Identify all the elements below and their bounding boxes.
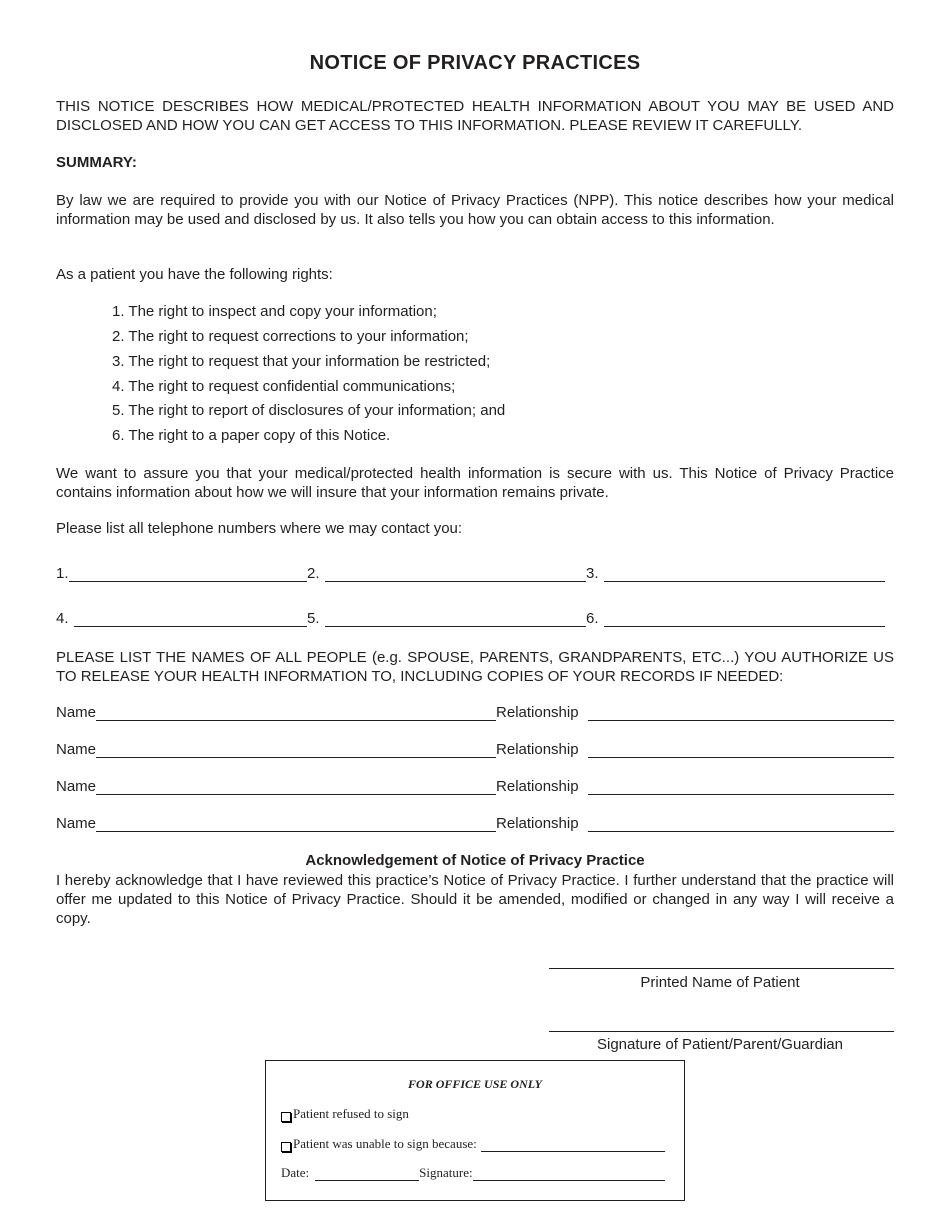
- name-label: Name: [56, 815, 97, 832]
- phone-input[interactable]: [74, 612, 307, 627]
- name-input[interactable]: [96, 817, 496, 832]
- phone-field-3[interactable]: [586, 565, 885, 582]
- date-label: Date:: [281, 1165, 310, 1180]
- relationship-input[interactable]: [588, 780, 894, 795]
- printed-name-line[interactable]: [549, 968, 894, 969]
- office-use-box: [265, 1060, 685, 1201]
- right-item: 2. The right to request corrections to your information;: [112, 328, 469, 345]
- summary-heading: SUMMARY:: [56, 154, 137, 171]
- right-item: 1. The right to inspect and copy your information;: [112, 303, 437, 320]
- refused-label: Patient refused to sign: [293, 1106, 409, 1121]
- printed-name-label: Printed Name of Patient: [640, 974, 800, 991]
- phone-label: 2.: [307, 565, 320, 582]
- unable-reason-input[interactable]: [481, 1139, 665, 1152]
- phone-input[interactable]: [69, 567, 307, 582]
- phone-prompt: Please list all telephone numbers where we may contact you:: [56, 520, 463, 537]
- authorized-person-row: [56, 815, 894, 832]
- right-item: 5. The right to report of disclosures of your information; and: [112, 402, 506, 419]
- acknowledgement-text: I hereby acknowledge that I have reviewed this practice’s Notice of Privacy Practice. I further understand that the practice will offer me updated to this Notice of Privacy Practice. Should it be amended, modified or changed in any way I will receive a copy.: [56, 872, 894, 927]
- phone-label: 4.: [56, 610, 69, 627]
- release-prompt: PLEASE LIST THE NAMES OF ALL PEOPLE (e.g. SPOUSE, PARENTS, GRANDPARENTS, ETC...) YOU AUTHORIZE US TO RELEASE YOUR HEALTH INFORMATION TO, INCLUDING COPIES OF YOUR RECORDS IF NEEDED:: [56, 649, 894, 685]
- office-use-title: FOR OFFICE USE ONLY: [408, 1077, 542, 1091]
- phone-field-2[interactable]: [307, 565, 586, 582]
- refused-checkbox[interactable]: [281, 1112, 291, 1122]
- name-label: Name: [56, 704, 97, 721]
- office-signature-input[interactable]: [473, 1168, 665, 1181]
- unable-checkbox[interactable]: [281, 1142, 291, 1152]
- assurance-text: We want to assure you that your medical/protected health information is secure with us. This Notice of Privacy Practice contains information about how we will insure that your information remains private.: [56, 465, 894, 501]
- phone-label: 5.: [307, 610, 320, 627]
- signature-label: Signature of Patient/Parent/Guardian: [597, 1036, 843, 1053]
- authorized-person-row: [56, 778, 894, 795]
- signature-line[interactable]: [549, 1031, 894, 1032]
- office-signature-label: Signature:: [419, 1165, 473, 1180]
- relationship-label: Relationship: [496, 815, 579, 832]
- right-item: 3. The right to request that your information be restricted;: [112, 353, 491, 370]
- name-input[interactable]: [96, 743, 496, 758]
- intro-text: THIS NOTICE DESCRIBES HOW MEDICAL/PROTECTED HEALTH INFORMATION ABOUT YOU MAY BE USED AND DISCLOSED AND HOW YOU CAN GET ACCESS TO THIS INFORMATION. PLEASE REVIEW IT CAREFULLY.: [56, 98, 894, 134]
- phone-input[interactable]: [604, 567, 885, 582]
- phone-label: 6.: [586, 610, 599, 627]
- authorized-person-row: [56, 741, 894, 758]
- right-item: 6. The right to a paper copy of this Notice.: [112, 427, 391, 444]
- phone-field-5[interactable]: [307, 610, 586, 627]
- relationship-input[interactable]: [588, 706, 894, 721]
- phone-field-1[interactable]: [56, 565, 307, 582]
- phone-input[interactable]: [325, 612, 586, 627]
- acknowledgement-heading: Acknowledgement of Notice of Privacy Practice: [305, 852, 645, 869]
- page-title: NOTICE OF PRIVACY PRACTICES: [309, 52, 641, 74]
- authorized-person-row: [56, 704, 894, 721]
- phone-field-4[interactable]: [56, 610, 307, 627]
- phone-label: 1.: [56, 565, 69, 582]
- relationship-input[interactable]: [588, 817, 894, 832]
- relationship-input[interactable]: [588, 743, 894, 758]
- relationship-label: Relationship: [496, 704, 579, 721]
- phone-input[interactable]: [325, 567, 586, 582]
- right-item: 4. The right to request confidential communications;: [112, 378, 456, 395]
- rights-intro: As a patient you have the following rights:: [56, 266, 333, 283]
- name-input[interactable]: [96, 780, 496, 795]
- phone-label: 3.: [586, 565, 599, 582]
- relationship-label: Relationship: [496, 778, 579, 795]
- phone-field-6[interactable]: [586, 610, 885, 627]
- relationship-label: Relationship: [496, 741, 579, 758]
- name-label: Name: [56, 778, 97, 795]
- summary-text: By law we are required to provide you with our Notice of Privacy Practices (NPP). This notice describes how your medical information may be used and disclosed by us. It also tells you how you can obtain access to this information.: [56, 192, 894, 228]
- name-label: Name: [56, 741, 97, 758]
- name-input[interactable]: [96, 706, 496, 721]
- phone-input[interactable]: [604, 612, 885, 627]
- unable-label: Patient was unable to sign because:: [293, 1136, 477, 1151]
- date-input[interactable]: [315, 1168, 419, 1181]
